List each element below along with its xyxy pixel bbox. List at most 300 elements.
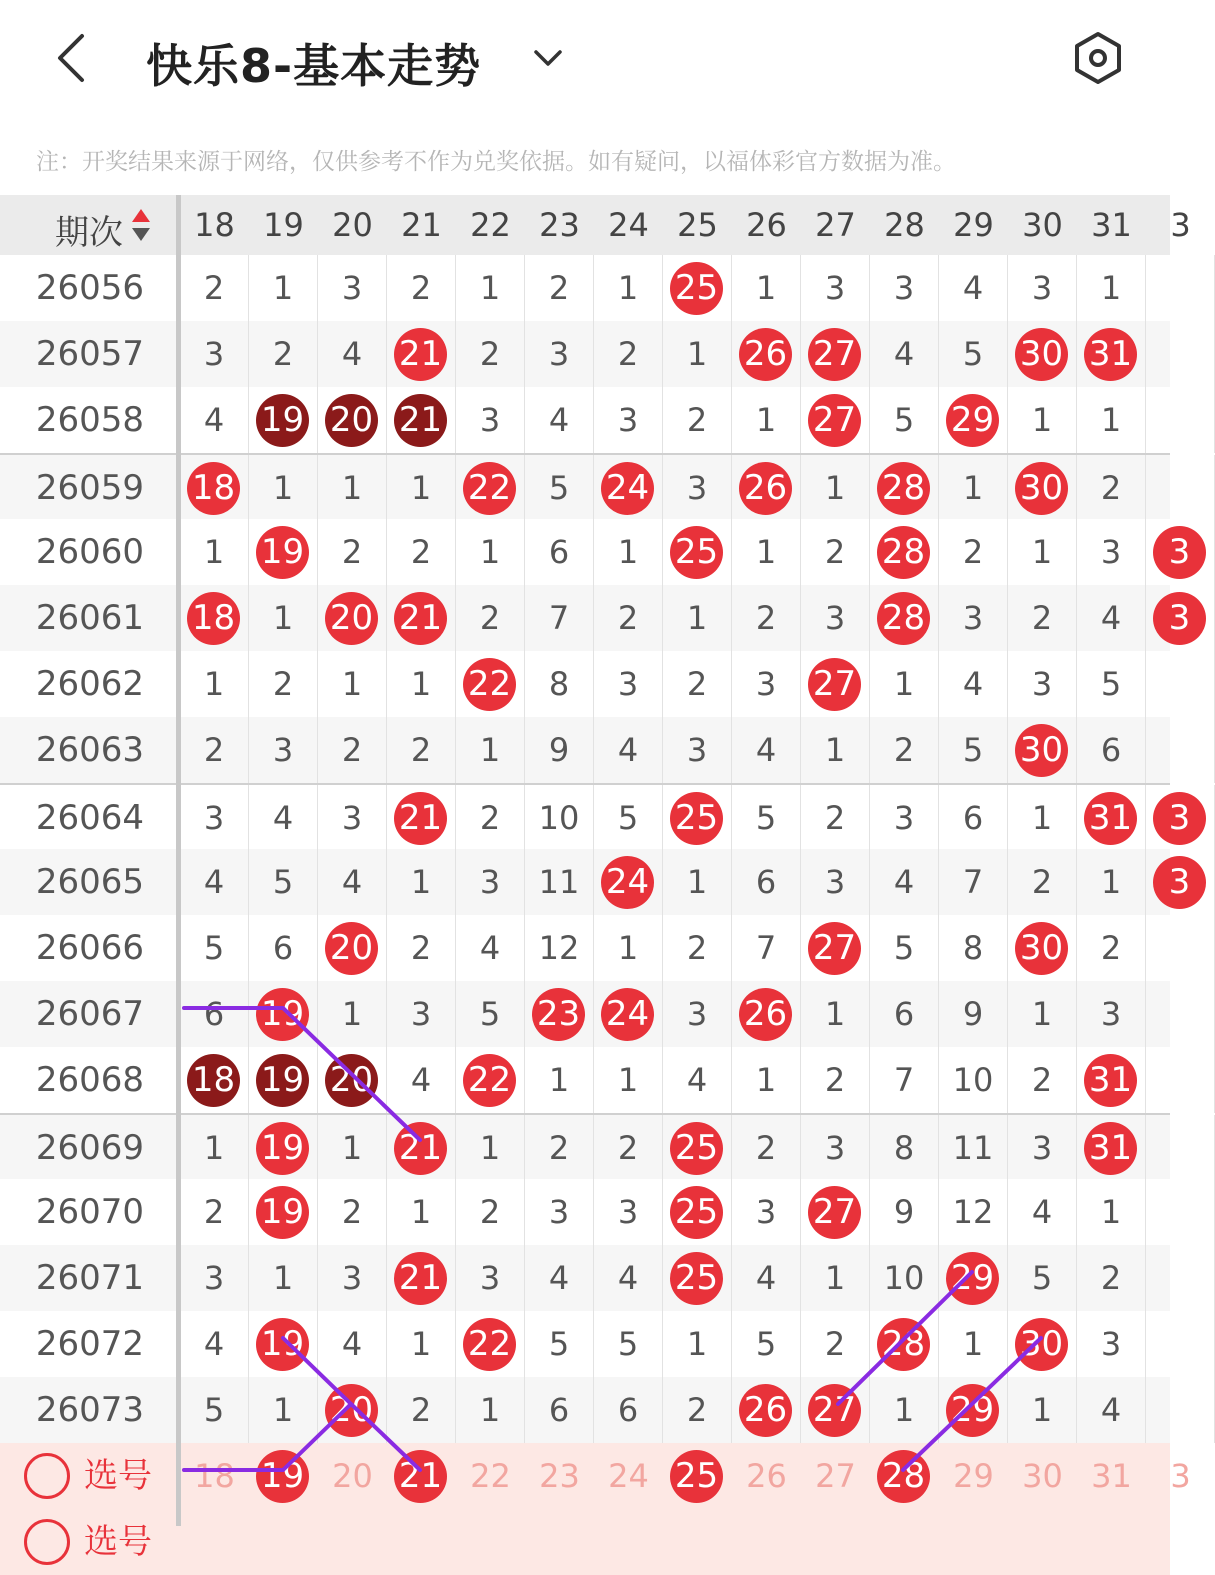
omission-count: 3 <box>180 785 249 851</box>
drawn-number-ball: 25 <box>670 1252 723 1305</box>
omission-count: 5 <box>525 455 594 521</box>
omission-count <box>1146 981 1215 1047</box>
select-label: 选号 <box>84 1456 152 1496</box>
omission-count: 2 <box>318 519 387 585</box>
omission-count: 3 <box>180 321 249 387</box>
omission-count: 1 <box>249 1377 318 1443</box>
omission-count: 2 <box>318 1179 387 1245</box>
omission-count: 3 <box>1077 519 1146 585</box>
drawn-number-ball: 19 <box>256 1122 309 1175</box>
drawn-number-ball: 22 <box>463 1318 516 1371</box>
drawn-number-ball: 29 <box>946 1384 999 1437</box>
drawn-number-ball: 30 <box>1015 328 1068 381</box>
omission-count: 1 <box>180 519 249 585</box>
pick-number[interactable]: 31 <box>1091 1457 1132 1495</box>
omission-count: 1 <box>801 717 870 783</box>
drawn-number-ball: 20 <box>325 592 378 645</box>
omission-count: 4 <box>1077 585 1146 651</box>
issue-number: 26057 <box>35 334 145 374</box>
table-cell <box>249 1115 318 1181</box>
omission-count: 1 <box>249 255 318 321</box>
drawn-number-ball: 25 <box>670 262 723 315</box>
table-cell <box>249 981 318 1047</box>
omission-count: 1 <box>318 981 387 1047</box>
omission-count: 1 <box>180 651 249 717</box>
omission-count: 2 <box>180 717 249 783</box>
column-header: 27 <box>815 206 856 244</box>
page-title[interactable]: 快乐8-基本走势 <box>146 39 482 93</box>
table-cell <box>801 321 870 387</box>
omission-count: 3 <box>456 387 525 453</box>
drawn-number-ball: 3 <box>1153 526 1206 579</box>
omission-count: 4 <box>594 1245 663 1311</box>
picked-number-ball[interactable]: 19 <box>256 1450 309 1503</box>
omission-count: 1 <box>387 455 456 521</box>
omission-count: 1 <box>180 1115 249 1181</box>
omission-count: 3 <box>1077 981 1146 1047</box>
omission-count: 1 <box>939 455 1008 521</box>
omission-count: 2 <box>870 717 939 783</box>
omission-count: 12 <box>525 915 594 981</box>
omission-count: 3 <box>318 1245 387 1311</box>
omission-count: 3 <box>318 255 387 321</box>
omission-count: 2 <box>1077 915 1146 981</box>
omission-count: 5 <box>870 387 939 453</box>
pick-number[interactable]: 18 <box>194 1457 235 1495</box>
issue-number: 26063 <box>35 730 145 770</box>
table-cell <box>318 1377 387 1443</box>
omission-count: 1 <box>249 455 318 521</box>
omission-count: 4 <box>870 849 939 915</box>
omission-count: 8 <box>525 651 594 717</box>
table-cell <box>1077 1047 1146 1113</box>
omission-count: 2 <box>387 255 456 321</box>
drawn-number-ball: 29 <box>946 1252 999 1305</box>
issue-number: 26065 <box>35 862 145 902</box>
column-header: 22 <box>470 206 511 244</box>
drawn-number-ball: 30 <box>1015 1318 1068 1371</box>
picked-number-ball[interactable]: 21 <box>394 1450 447 1503</box>
column-header: 21 <box>401 206 442 244</box>
table-cell <box>249 387 318 453</box>
table-cell <box>249 1047 318 1113</box>
omission-count: 1 <box>249 585 318 651</box>
omission-count: 2 <box>732 1115 801 1181</box>
omission-count <box>1146 1047 1215 1113</box>
drawn-number-ball: 21 <box>394 792 447 845</box>
omission-count <box>1146 1245 1215 1311</box>
drawn-number-ball: 27 <box>808 922 861 975</box>
drawn-number-ball: 21 <box>394 592 447 645</box>
omission-count: 3 <box>456 849 525 915</box>
omission-count: 6 <box>594 1377 663 1443</box>
omission-count: 5 <box>594 785 663 851</box>
omission-count <box>1146 651 1215 717</box>
omission-count: 4 <box>249 785 318 851</box>
omission-count: 3 <box>180 1245 249 1311</box>
column-header: 26 <box>746 206 787 244</box>
table-cell <box>1146 519 1215 585</box>
omission-count: 3 <box>318 785 387 851</box>
omission-count: 4 <box>663 1047 732 1113</box>
omission-count: 2 <box>180 1179 249 1245</box>
pick-number[interactable]: 20 <box>332 1457 373 1495</box>
omission-count: 1 <box>732 519 801 585</box>
omission-count: 1 <box>1077 1179 1146 1245</box>
omission-count: 10 <box>939 1047 1008 1113</box>
omission-count: 1 <box>801 1245 870 1311</box>
omission-count: 6 <box>1077 717 1146 783</box>
table-cell <box>456 455 525 521</box>
omission-count: 1 <box>1008 1377 1077 1443</box>
omission-count: 3 <box>663 717 732 783</box>
omission-count: 3 <box>801 585 870 651</box>
table-cell <box>663 1245 732 1311</box>
drawn-number-ball: 18 <box>187 1054 240 1107</box>
omission-count: 7 <box>732 915 801 981</box>
omission-count: 2 <box>594 321 663 387</box>
drawn-number-ball: 20 <box>325 922 378 975</box>
omission-count: 2 <box>1008 1047 1077 1113</box>
issue-number: 26067 <box>35 994 145 1034</box>
issue-number: 26070 <box>35 1192 145 1232</box>
table-cell <box>318 387 387 453</box>
omission-count: 5 <box>732 1311 801 1377</box>
omission-count: 3 <box>249 717 318 783</box>
table-cell <box>249 1179 318 1245</box>
drawn-number-ball: 18 <box>187 592 240 645</box>
omission-count: 1 <box>870 651 939 717</box>
pick-number[interactable]: 26 <box>746 1457 787 1495</box>
omission-count: 8 <box>870 1115 939 1181</box>
omission-count: 2 <box>1077 1245 1146 1311</box>
drawn-number-ball: 31 <box>1084 1122 1137 1175</box>
drawn-number-ball: 31 <box>1084 1054 1137 1107</box>
omission-count: 5 <box>249 849 318 915</box>
column-header: 20 <box>332 206 373 244</box>
omission-count: 4 <box>318 1311 387 1377</box>
drawn-number-ball: 26 <box>739 462 792 515</box>
select-label: 选号 <box>84 1522 152 1562</box>
omission-count <box>1146 1179 1215 1245</box>
table-cell <box>1008 1311 1077 1377</box>
omission-count <box>1146 717 1215 783</box>
omission-count: 2 <box>663 387 732 453</box>
drawn-number-ball: 20 <box>325 394 378 447</box>
omission-count: 1 <box>456 1377 525 1443</box>
omission-count: 4 <box>180 1311 249 1377</box>
drawn-number-ball: 21 <box>394 394 447 447</box>
omission-count: 5 <box>456 981 525 1047</box>
omission-count: 3 <box>801 255 870 321</box>
drawn-number-ball: 28 <box>877 592 930 645</box>
drawn-number-ball: 24 <box>601 988 654 1041</box>
settings-icon[interactable] <box>1070 30 1126 86</box>
picked-number-ball[interactable]: 28 <box>877 1450 930 1503</box>
omission-count: 4 <box>594 717 663 783</box>
drawn-number-ball: 3 <box>1153 592 1206 645</box>
column-header: 30 <box>1022 206 1063 244</box>
table-cell <box>870 1311 939 1377</box>
omission-count: 2 <box>663 651 732 717</box>
table-cell <box>1146 849 1215 915</box>
column-header: 3 <box>1170 206 1191 244</box>
omission-count: 1 <box>456 255 525 321</box>
table-cell <box>939 387 1008 453</box>
pick-number[interactable]: 27 <box>815 1457 856 1495</box>
drawn-number-ball: 29 <box>946 394 999 447</box>
drawn-number-ball: 21 <box>394 1122 447 1175</box>
table-cell <box>318 585 387 651</box>
omission-count: 5 <box>939 321 1008 387</box>
drawn-number-ball: 18 <box>187 462 240 515</box>
omission-count <box>1146 915 1215 981</box>
omission-count: 4 <box>939 651 1008 717</box>
omission-count: 1 <box>318 651 387 717</box>
pick-number[interactable] <box>870 1443 939 1509</box>
chevron-down-icon[interactable] <box>528 38 568 78</box>
omission-count: 1 <box>525 1047 594 1113</box>
table-cell <box>1008 321 1077 387</box>
omission-count: 2 <box>801 519 870 585</box>
omission-count: 1 <box>1008 519 1077 585</box>
drawn-number-ball: 28 <box>877 526 930 579</box>
issue-number: 26059 <box>35 468 145 508</box>
pick-number[interactable]: 23 <box>539 1457 580 1495</box>
pick-number[interactable] <box>387 1443 456 1509</box>
column-header: 18 <box>194 206 235 244</box>
omission-count: 10 <box>525 785 594 851</box>
table-cell <box>732 981 801 1047</box>
omission-count <box>1146 1377 1215 1443</box>
pick-number[interactable]: 3 <box>1170 1457 1191 1495</box>
omission-count: 2 <box>387 717 456 783</box>
table-cell <box>939 1377 1008 1443</box>
drawn-number-ball: 30 <box>1015 724 1068 777</box>
omission-count: 2 <box>801 1311 870 1377</box>
issue-number: 26061 <box>35 598 145 638</box>
omission-count: 5 <box>594 1311 663 1377</box>
omission-count: 2 <box>456 585 525 651</box>
drawn-number-ball: 27 <box>808 328 861 381</box>
omission-count: 1 <box>594 519 663 585</box>
drawn-number-ball: 31 <box>1084 792 1137 845</box>
table-cell <box>663 255 732 321</box>
column-header: 24 <box>608 206 649 244</box>
drawn-number-ball: 25 <box>670 1122 723 1175</box>
table-cell <box>387 585 456 651</box>
table-cell <box>939 1245 1008 1311</box>
omission-count <box>1146 321 1215 387</box>
table-cell <box>870 585 939 651</box>
omission-count: 3 <box>525 1179 594 1245</box>
table-cell <box>594 849 663 915</box>
omission-count: 4 <box>456 915 525 981</box>
table-cell <box>387 785 456 851</box>
omission-count: 2 <box>180 255 249 321</box>
sort-icon[interactable] <box>130 207 152 243</box>
column-header: 25 <box>677 206 718 244</box>
drawn-number-ball: 21 <box>394 328 447 381</box>
issue-number: 26060 <box>35 532 145 572</box>
omission-count: 11 <box>525 849 594 915</box>
table-cell <box>801 651 870 717</box>
trend-table <box>0 195 1191 1562</box>
pick-number[interactable]: 24 <box>608 1457 649 1495</box>
table-cell <box>663 1115 732 1181</box>
omission-count: 1 <box>801 981 870 1047</box>
table-cell <box>801 387 870 453</box>
drawn-number-ball: 25 <box>670 526 723 579</box>
table-cell <box>663 785 732 851</box>
omission-count: 5 <box>525 1311 594 1377</box>
omission-count: 1 <box>594 915 663 981</box>
omission-count: 2 <box>249 651 318 717</box>
omission-count: 3 <box>594 651 663 717</box>
omission-count: 7 <box>939 849 1008 915</box>
omission-count: 12 <box>939 1179 1008 1245</box>
table-cell <box>456 1047 525 1113</box>
omission-count: 2 <box>525 1115 594 1181</box>
omission-count: 1 <box>249 1245 318 1311</box>
omission-count: 2 <box>525 255 594 321</box>
pick-number[interactable]: 29 <box>953 1457 994 1495</box>
omission-count: 2 <box>1008 849 1077 915</box>
omission-count: 4 <box>732 1245 801 1311</box>
omission-count: 1 <box>1008 785 1077 851</box>
pick-number[interactable]: 22 <box>470 1457 511 1495</box>
omission-count: 7 <box>525 585 594 651</box>
omission-count: 2 <box>801 785 870 851</box>
column-header: 29 <box>953 206 994 244</box>
omission-count: 5 <box>870 915 939 981</box>
table-cell <box>387 1115 456 1181</box>
table-cell <box>1077 785 1146 851</box>
omission-count: 11 <box>939 1115 1008 1181</box>
omission-count: 1 <box>387 849 456 915</box>
drawn-number-ball: 19 <box>256 988 309 1041</box>
table-cell <box>732 321 801 387</box>
drawn-number-ball: 25 <box>670 792 723 845</box>
column-divider <box>176 195 181 1526</box>
omission-count: 4 <box>318 321 387 387</box>
omission-count: 1 <box>387 1311 456 1377</box>
drawn-number-ball: 30 <box>1015 922 1068 975</box>
omission-count: 5 <box>939 717 1008 783</box>
omission-count: 1 <box>387 1179 456 1245</box>
column-header: 31 <box>1091 206 1132 244</box>
omission-count <box>1146 255 1215 321</box>
select-checkbox[interactable] <box>24 1519 70 1565</box>
omission-count: 5 <box>1008 1245 1077 1311</box>
table-cell <box>1077 1115 1146 1181</box>
omission-count: 3 <box>1077 1311 1146 1377</box>
drawn-number-ball: 19 <box>256 1186 309 1239</box>
table-cell <box>249 519 318 585</box>
omission-count: 6 <box>870 981 939 1047</box>
omission-count: 2 <box>939 519 1008 585</box>
issue-number: 26071 <box>35 1258 145 1298</box>
drawn-number-ball: 19 <box>256 526 309 579</box>
omission-count: 1 <box>456 717 525 783</box>
omission-count <box>1146 387 1215 453</box>
table-cell <box>1077 321 1146 387</box>
drawn-number-ball: 27 <box>808 1384 861 1437</box>
back-arrow-icon[interactable] <box>50 28 110 88</box>
omission-count: 3 <box>456 1245 525 1311</box>
omission-count: 7 <box>870 1047 939 1113</box>
table-cell <box>1146 785 1215 851</box>
drawn-number-ball: 28 <box>877 462 930 515</box>
table-cell <box>180 585 249 651</box>
drawn-number-ball: 19 <box>256 1054 309 1107</box>
table-cell <box>318 1047 387 1113</box>
picked-number-ball[interactable]: 25 <box>670 1450 723 1503</box>
omission-count: 2 <box>801 1047 870 1113</box>
omission-count: 2 <box>594 1115 663 1181</box>
omission-count: 2 <box>594 585 663 651</box>
omission-count: 1 <box>801 455 870 521</box>
drawn-number-ball: 20 <box>325 1384 378 1437</box>
table-cell <box>1146 585 1215 651</box>
omission-count: 4 <box>318 849 387 915</box>
omission-count: 2 <box>456 1179 525 1245</box>
table-cell <box>594 981 663 1047</box>
issue-number: 26056 <box>35 268 145 308</box>
drawn-number-ball: 31 <box>1084 328 1137 381</box>
omission-count: 1 <box>387 651 456 717</box>
omission-count: 3 <box>870 255 939 321</box>
omission-count: 3 <box>525 321 594 387</box>
omission-count: 1 <box>456 1115 525 1181</box>
select-checkbox[interactable] <box>24 1453 70 1499</box>
table-cell <box>249 1311 318 1377</box>
omission-count: 2 <box>1077 455 1146 521</box>
omission-count: 1 <box>318 1115 387 1181</box>
omission-count: 2 <box>456 321 525 387</box>
omission-count: 1 <box>663 849 732 915</box>
issue-number: 26069 <box>35 1128 145 1168</box>
omission-count: 2 <box>387 1377 456 1443</box>
omission-count: 5 <box>180 915 249 981</box>
pick-number[interactable] <box>249 1443 318 1509</box>
omission-count: 2 <box>387 519 456 585</box>
table-cell <box>387 387 456 453</box>
issue-column-header: 期次 <box>55 213 123 253</box>
table-cell <box>732 455 801 521</box>
drawn-number-ball: 27 <box>808 394 861 447</box>
omission-count: 1 <box>870 1377 939 1443</box>
pick-number[interactable] <box>663 1443 732 1509</box>
issue-number: 26073 <box>35 1390 145 1430</box>
omission-count: 3 <box>732 1179 801 1245</box>
omission-count: 3 <box>594 1179 663 1245</box>
omission-count <box>1146 1311 1215 1377</box>
table-cell <box>525 981 594 1047</box>
omission-count: 2 <box>1008 585 1077 651</box>
table-cell <box>663 519 732 585</box>
omission-count: 1 <box>1077 387 1146 453</box>
table-cell <box>870 455 939 521</box>
omission-count: 4 <box>525 1245 594 1311</box>
pick-number[interactable]: 30 <box>1022 1457 1063 1495</box>
table-cell <box>801 915 870 981</box>
drawn-number-ball: 27 <box>808 658 861 711</box>
table-cell <box>1008 455 1077 521</box>
table-cell <box>387 321 456 387</box>
omission-count: 5 <box>180 1377 249 1443</box>
omission-count: 1 <box>663 585 732 651</box>
